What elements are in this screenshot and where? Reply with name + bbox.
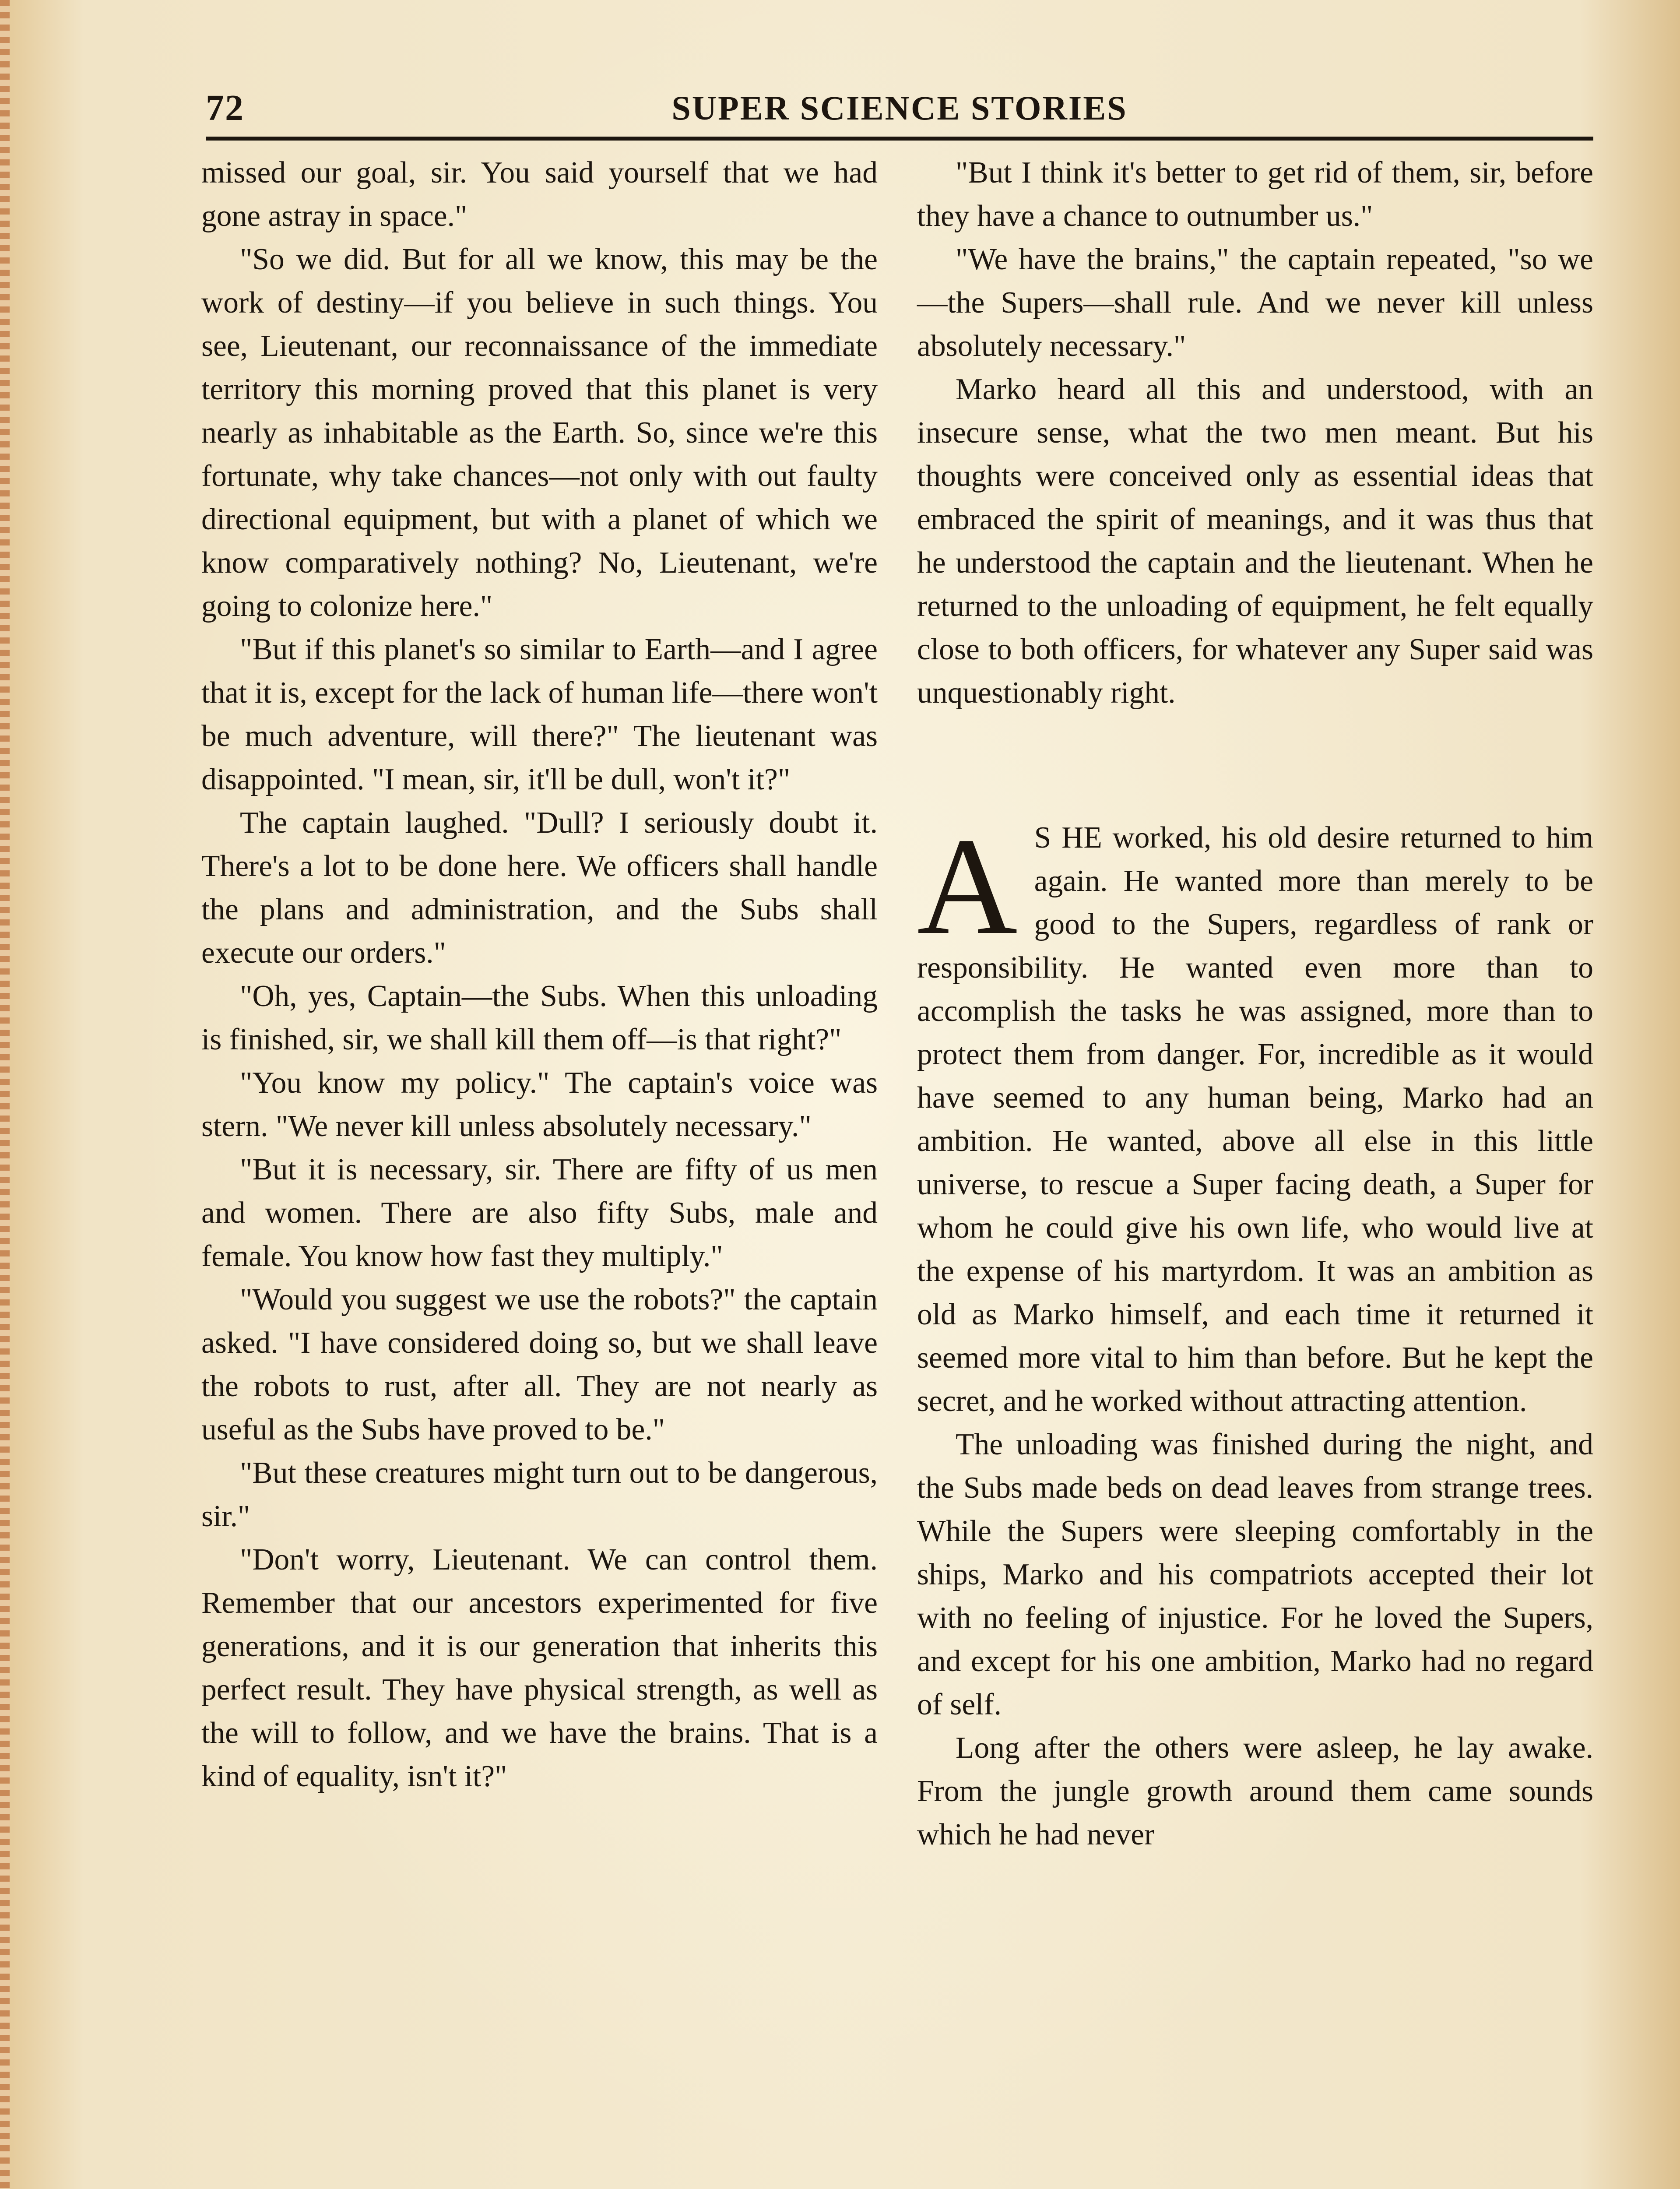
page-number: 72 xyxy=(206,88,244,128)
section-opening-text: S HE worked, his old desire returned to him again. He wanted more than merely to be good to the Supers, regardless of rank or responsibility. He wanted even more than to accomplish the tasks he was assigned, more than to protect them from danger. For, incredible as it would have seemed to any human being, Marko had an ambition. He wanted, above all else in this little universe, to rescue a Super facing death, a Super for whom he could give his own life, who would live at the expense of his martyrdom. It was an ambition as old as Marko himself, and each time it returned it seemed more vital to him than before. But he kept the secret, and he worked without attracting attention. xyxy=(917,821,1593,1418)
header-rule xyxy=(206,137,1593,141)
paragraph: The unloading was finished during the night, and the Subs made beds on dead leaves from strange trees. While the Supers were sleeping comfortably in the ships, Marko and his compatriots accepted their lot with no feeling of injustice. For he loved the Supers, and except for his one ambition, Marko had no regard of self. xyxy=(917,1428,1593,1721)
right-column xyxy=(917,151,1593,1856)
paragraph: "Oh, yes, Captain—the Subs. When this unloading is finished, sir, we shall kill them off—is that right?" xyxy=(201,979,878,1056)
paragraph: Marko heard all this and understood, with an insecure sense, what the two men meant. But his thoughts were conceived only as essential ideas that embraced the spirit of meanings, and it was thus that he understood the captain and the lieutenant. When he returned to the unloading of equipment, he felt equally close to both officers, for whatever any Super said was unquestionably right. xyxy=(917,373,1593,710)
page-edge xyxy=(0,0,10,2189)
paragraph: missed our goal, sir. You said yourself that we had gone astray in space." xyxy=(201,156,878,233)
paragraph: Long after the others were asleep, he lay awake. From the jungle growth around them came sounds which he had never xyxy=(917,1731,1593,1851)
paragraph: "We have the brains," the captain repeated, "so we—the Supers—shall rule. And we never kill unless absolutely necessary." xyxy=(917,243,1593,363)
drop-cap: A xyxy=(917,809,1018,963)
paragraph: "But if this planet's so similar to Earth—and I agree that it is, except for the lack of human life—there won't be much adventure, will there?" The lieutenant was disappointed. "I mean, sir, it'll be dull, won't it?" xyxy=(201,633,878,796)
paragraph: "But I think it's better to get rid of them, sir, before they have a chance to outnumber us." xyxy=(917,156,1593,233)
section-break xyxy=(917,714,1593,816)
paragraph: "Don't worry, Lieutenant. We can control them. Remember that our ancestors experimented for five generations, and it is our generation that inherits this perfect result. They have physical strength, as well as the will to follow, and we have the brains. That is a kind of equality, isn't it?" xyxy=(201,1543,878,1793)
left-column xyxy=(201,151,878,1798)
paragraph: "You know my policy." The captain's voice was stern. "We never kill unless absolutely necessary." xyxy=(201,1066,878,1143)
section-opening-paragraph xyxy=(917,809,1593,1423)
paragraph: "But these creatures might turn out to be dangerous, sir." xyxy=(201,1456,878,1533)
running-title: SUPER SCIENCE STORIES xyxy=(671,89,1128,127)
paragraph: "But it is necessary, sir. There are fifty of us men and women. There are also fifty Subs, male and female. You know how fast they multiply." xyxy=(201,1153,878,1273)
page-header xyxy=(206,83,1593,131)
paragraph: "So we did. But for all we know, this may be the work of destiny—if you believe in such things. You see, Lieutenant, our reconnaissance of the immediate territory this morning proved that this planet is very nearly as inhabitable as the Earth. So, since we're this fortunate, why take chances—not only with out faulty directional equipment, but with a planet of which we know comparatively nothing? No, Lieutenant, we're going to colonize here." xyxy=(201,243,878,623)
paragraph: "Would you suggest we use the robots?" the captain asked. "I have considered doing so, but we shall leave the robots to rust, after all. They are not nearly as useful as the Subs have proved to be." xyxy=(201,1283,878,1446)
paragraph: The captain laughed. "Dull? I seriously doubt it. There's a lot to be done here. We officers shall handle the plans and administration, and the Subs shall execute our orders." xyxy=(201,806,878,970)
